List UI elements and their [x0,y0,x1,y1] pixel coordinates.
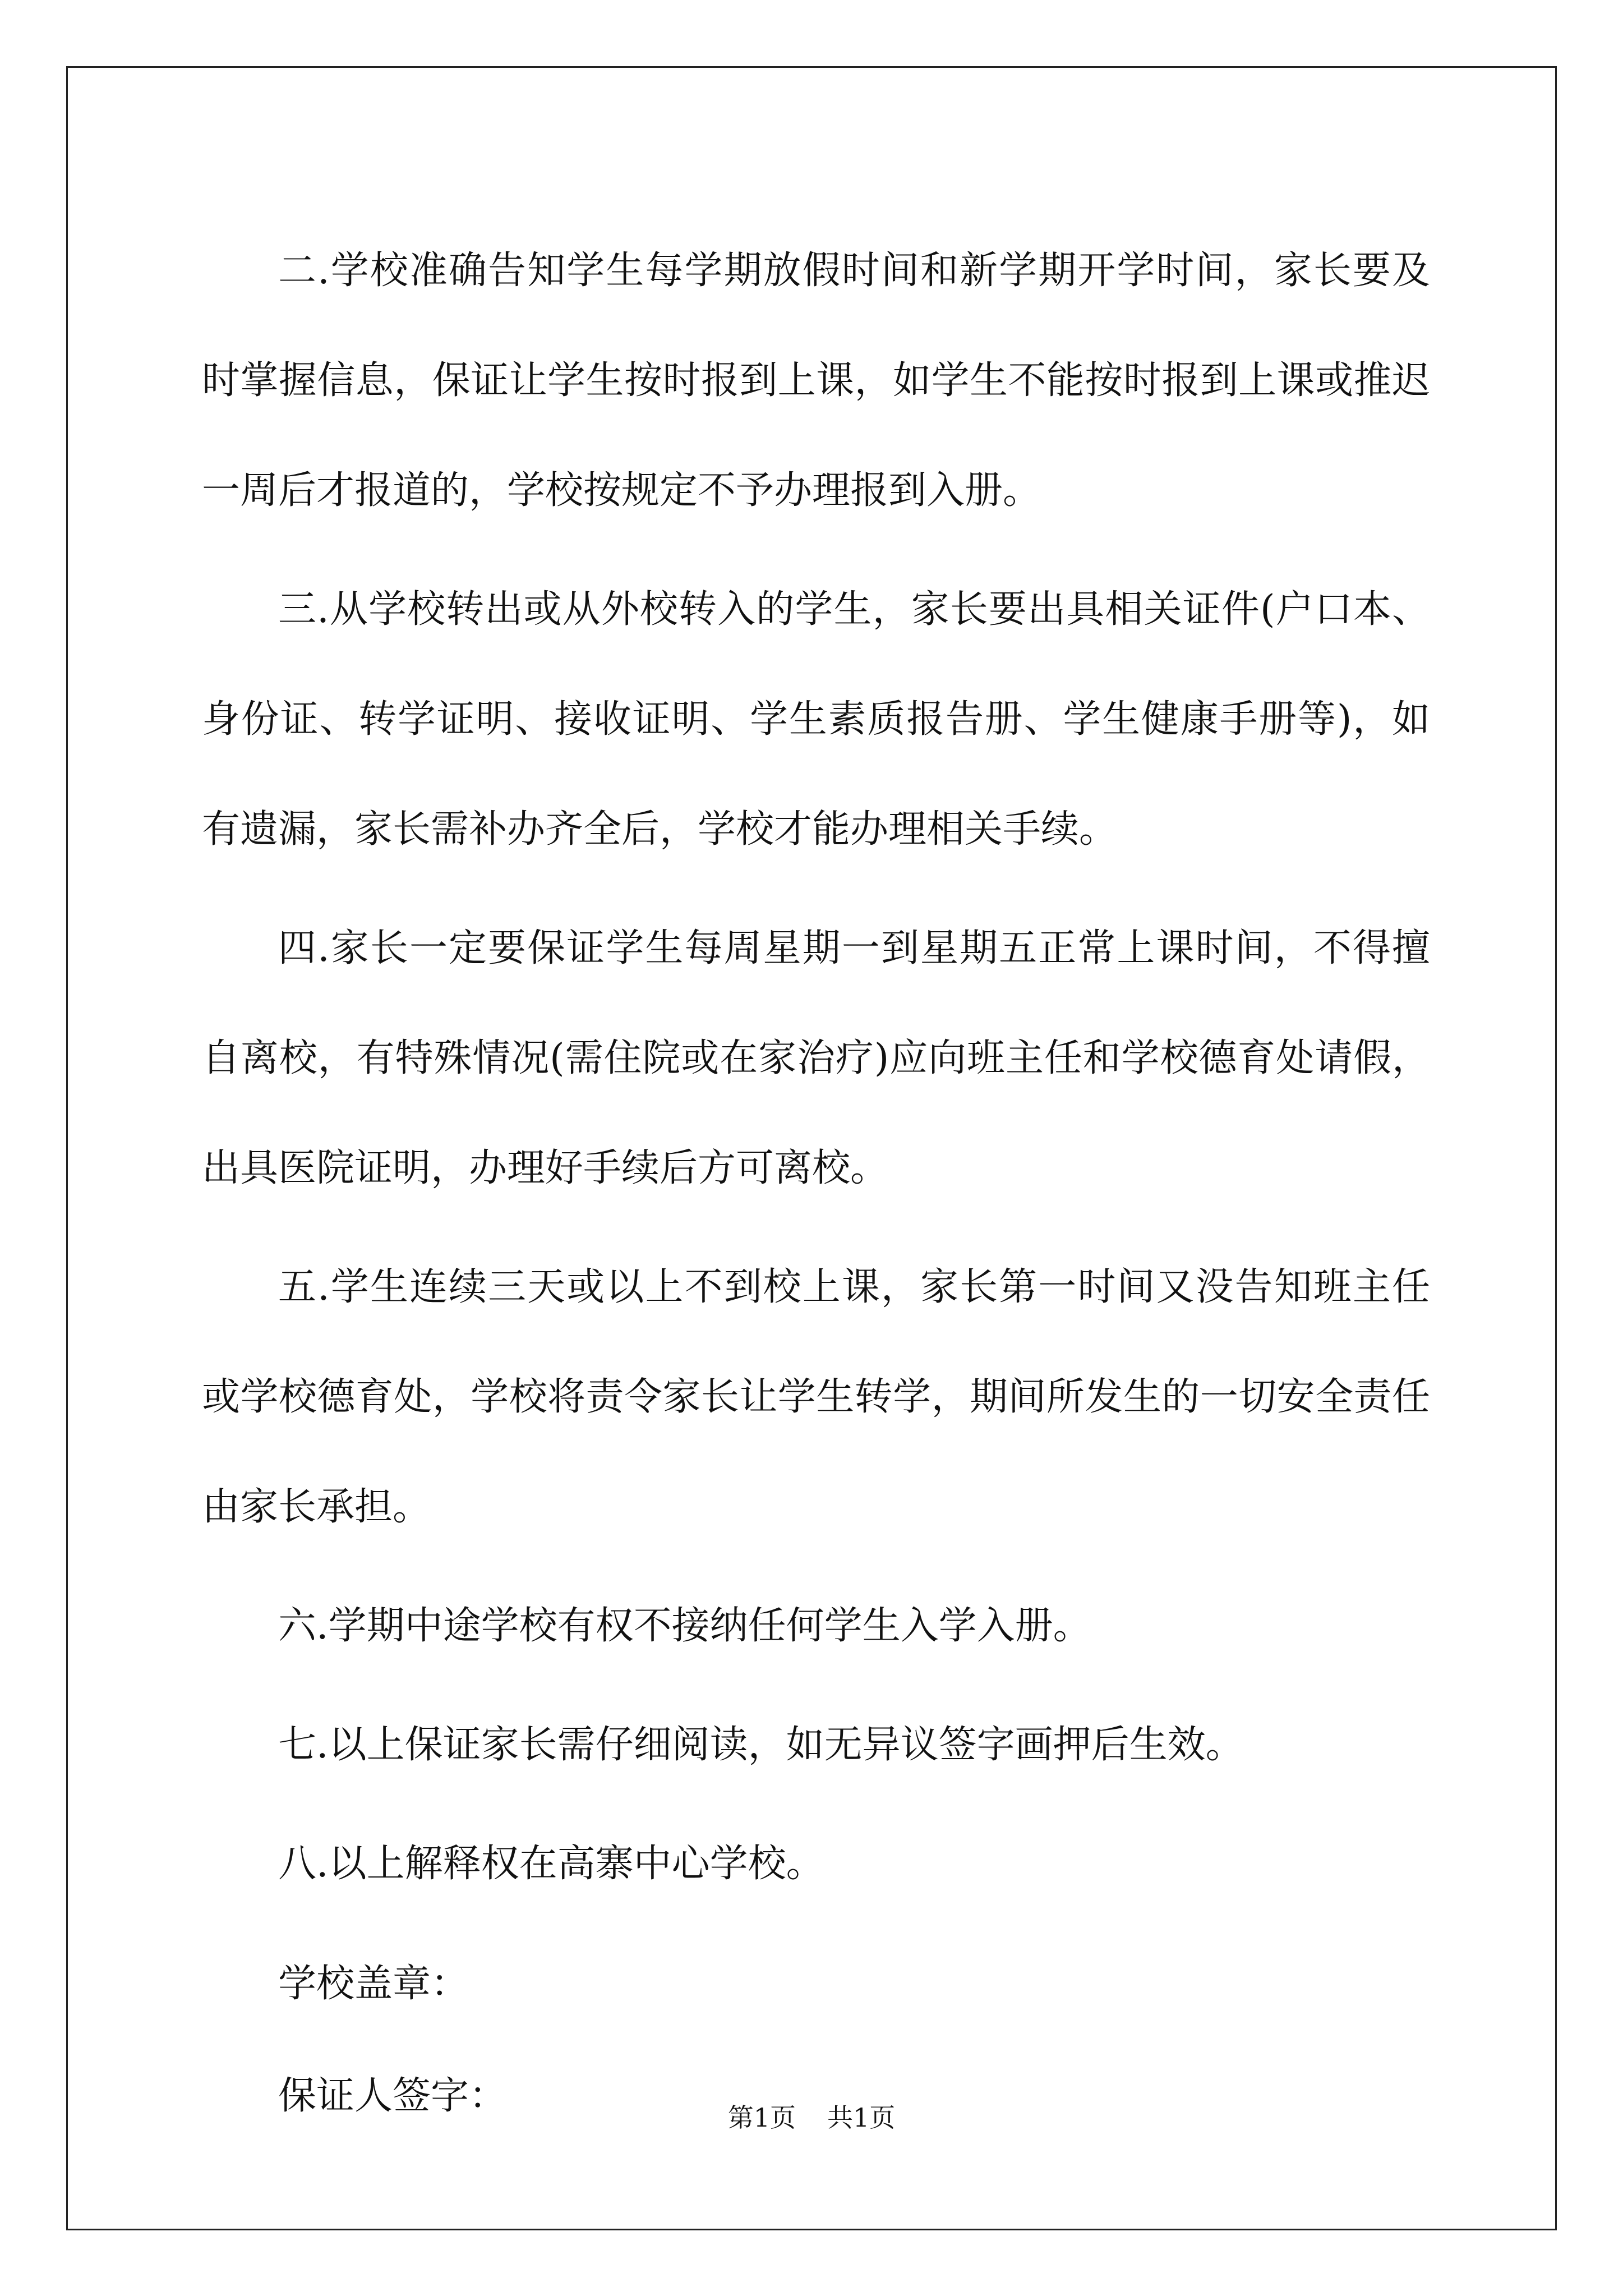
school-seal-label: 学校盖章： [278,1962,469,2006]
clause-2: 二.学校准确告知学生每学期放假时间和新学期开学时间，家长要及时掌握信息，保证让学生按时报到上课，如学生不能按时报到上课或推迟一周后才报道的，学校按规定不予办理报到入册。 [202,249,1430,513]
clause-6: 六.学期中途学校有权不接纳任何学生入学入册。 [278,1604,1091,1648]
clause-8: 八.以上解释权在高寨中心学校。 [278,1842,824,1886]
page-total: 共1页 [827,2102,896,2133]
clause-4: 四.家长一定要保证学生每周星期一到星期五正常上课时间，不得擅自离校，有特殊情况(需住院或在家治疗)应向班主任和学校德育处请假，出具医院证明，办理好手续后方可离校。 [202,926,1430,1190]
clause-5: 五.学生连续三天或以上不到校上课，家长第一时间又没告知班主任或学校德育处，学校将责令家长让学生转学，期间所发生的一切安全责任由家长承担。 [202,1265,1430,1529]
clause-7: 七.以上保证家长需仔细阅读，如无异议签字画押后生效。 [278,1723,1244,1767]
page-footer [0,2101,1623,2134]
clause-3: 三.从学校转出或从外校转入的学生，家长要出具相关证件(户口本、身份证、转学证明、接收证明、学生素质报告册、学生健康手册等)，如有遗漏，家长需补办齐全后，学校才能办理相关手续。 [202,587,1430,852]
page-number: 第1页 [727,2102,796,2133]
guarantor-signature-label: 保证人签字： [278,2074,508,2118]
document-body [202,216,1430,2152]
